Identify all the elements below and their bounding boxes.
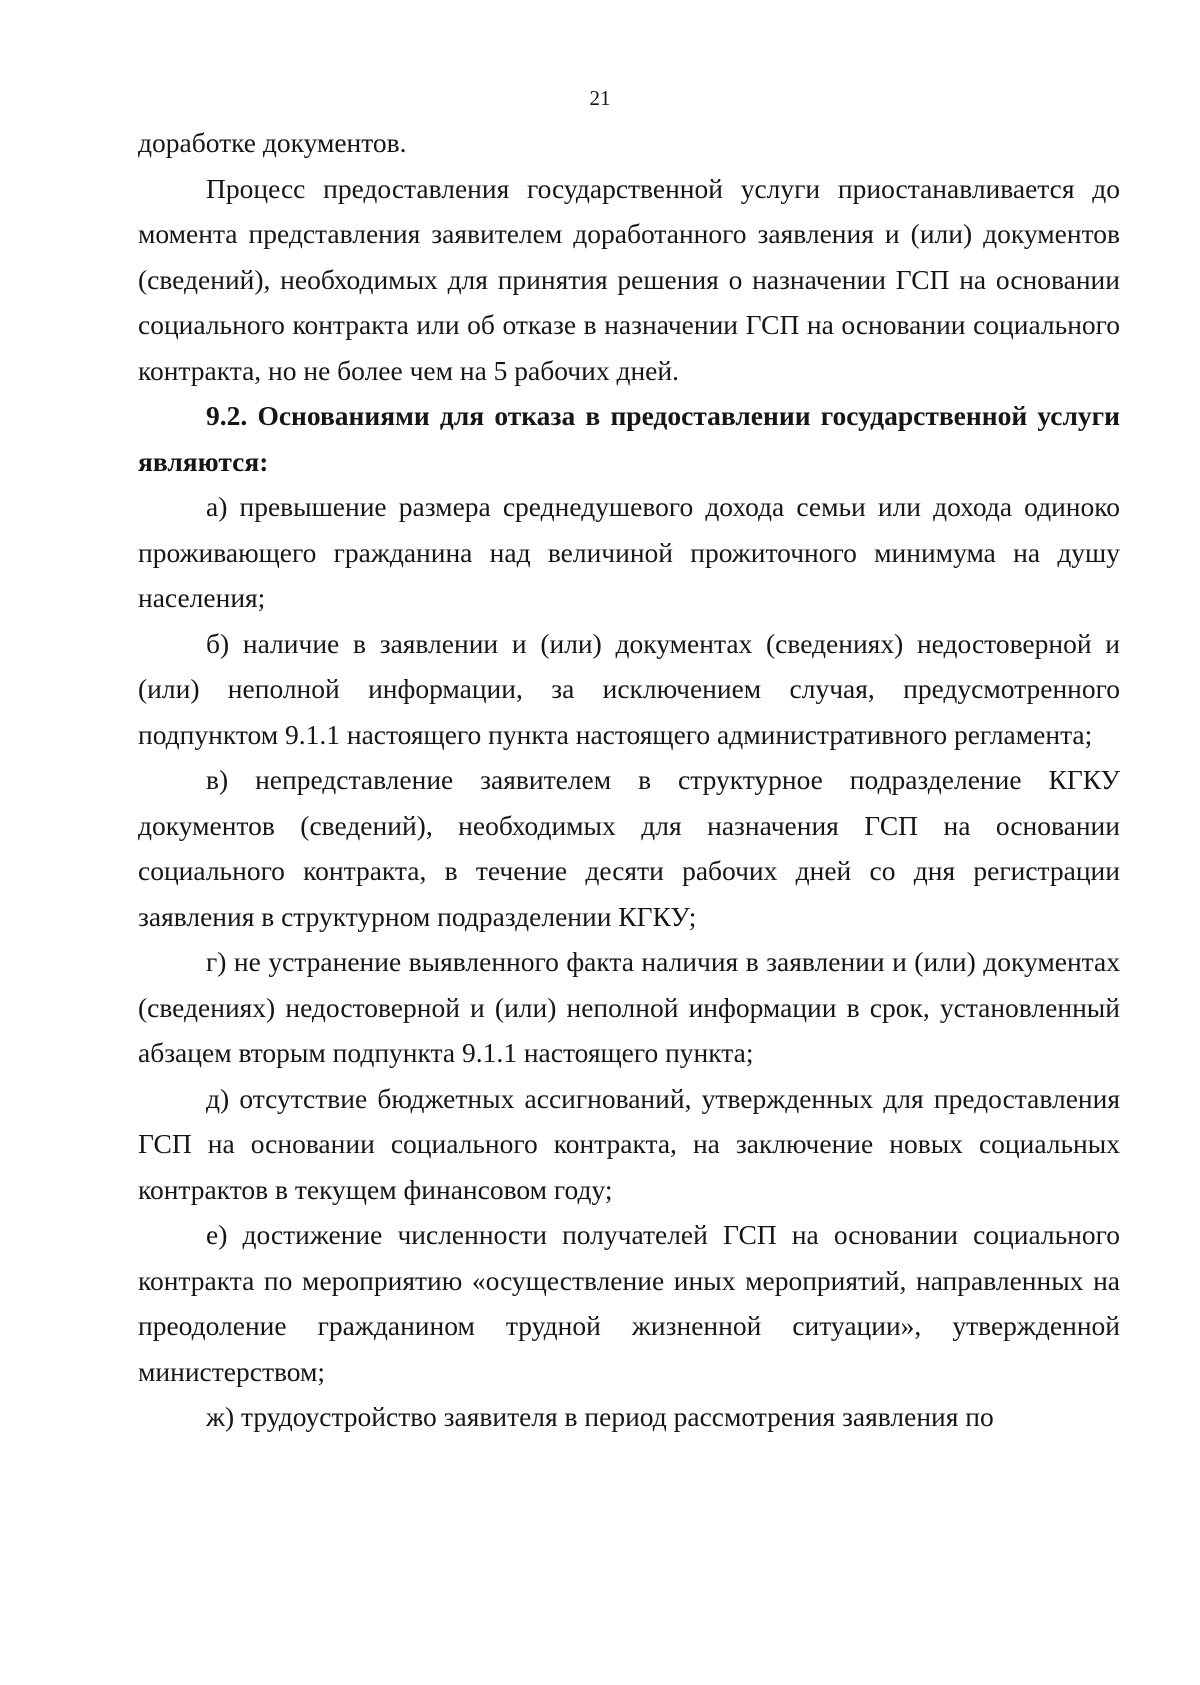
list-item-a: а) превышение размера среднедушевого дохода семьи или дохода одиноко проживающего гражданина над величиной прожиточного минимума на душу населения; <box>138 491 1120 613</box>
list-item-d: д) отсутствие бюджетных ассигнований, утвержденных для предоставления ГСП на основании социального контракта, на заключение новых социальных контрактов в текущем финансовом году; <box>138 1082 1120 1205</box>
document-body <box>138 120 1120 1440</box>
list-item-zh: ж) трудоустройство заявителя в период рассмотрения заявления по <box>206 1401 994 1432</box>
paragraph-suspension: Процесс предоставления государственной услуги приостанавливается до момента представления заявителем доработанного заявления и (или) документов (сведений), необходимых для принятия решения о назначении ГСП на основании социального контракта или об отказе в назначении ГСП на основании социального контракта, но не более чем на 5 рабочих дней. <box>138 172 1120 386</box>
list-item-v: в) непредставление заявителем в структурное подразделение КГКУ документов (сведений), необходимых для назначения ГСП на основании социального контракта, в течение десяти рабочих дней со дня регистрации заявления в структурном подразделении КГКУ; <box>138 764 1120 932</box>
list-item-g: г) не устранение выявленного факта наличия в заявлении и (или) документах (сведениях) недостоверной и (или) неполной информации в срок, установленный абзацем вторым подпункта 9.1.1 настоящего пункта; <box>138 946 1120 1068</box>
list-item-e: е) достижение численности получателей ГСП на основании социального контракта по мероприятию «осуществление иных мероприятий, направленных на преодоление гражданином трудной жизненной ситуации», утвержденной министерством; <box>138 1219 1120 1387</box>
page-number: 21 <box>589 86 611 110</box>
list-item-b: б) наличие в заявлении и (или) документах (сведениях) недостоверной и (или) неполной информации, за исключением случая, предусмотренного подпунктом 9.1.1 настоящего пункта настоящего административного регламента; <box>138 627 1120 750</box>
section-heading-9-2: 9.2. Основаниями для отказа в предоставлении государственной услуги являются: <box>138 400 1120 477</box>
paragraph-continuation: доработке документов. <box>138 127 407 158</box>
